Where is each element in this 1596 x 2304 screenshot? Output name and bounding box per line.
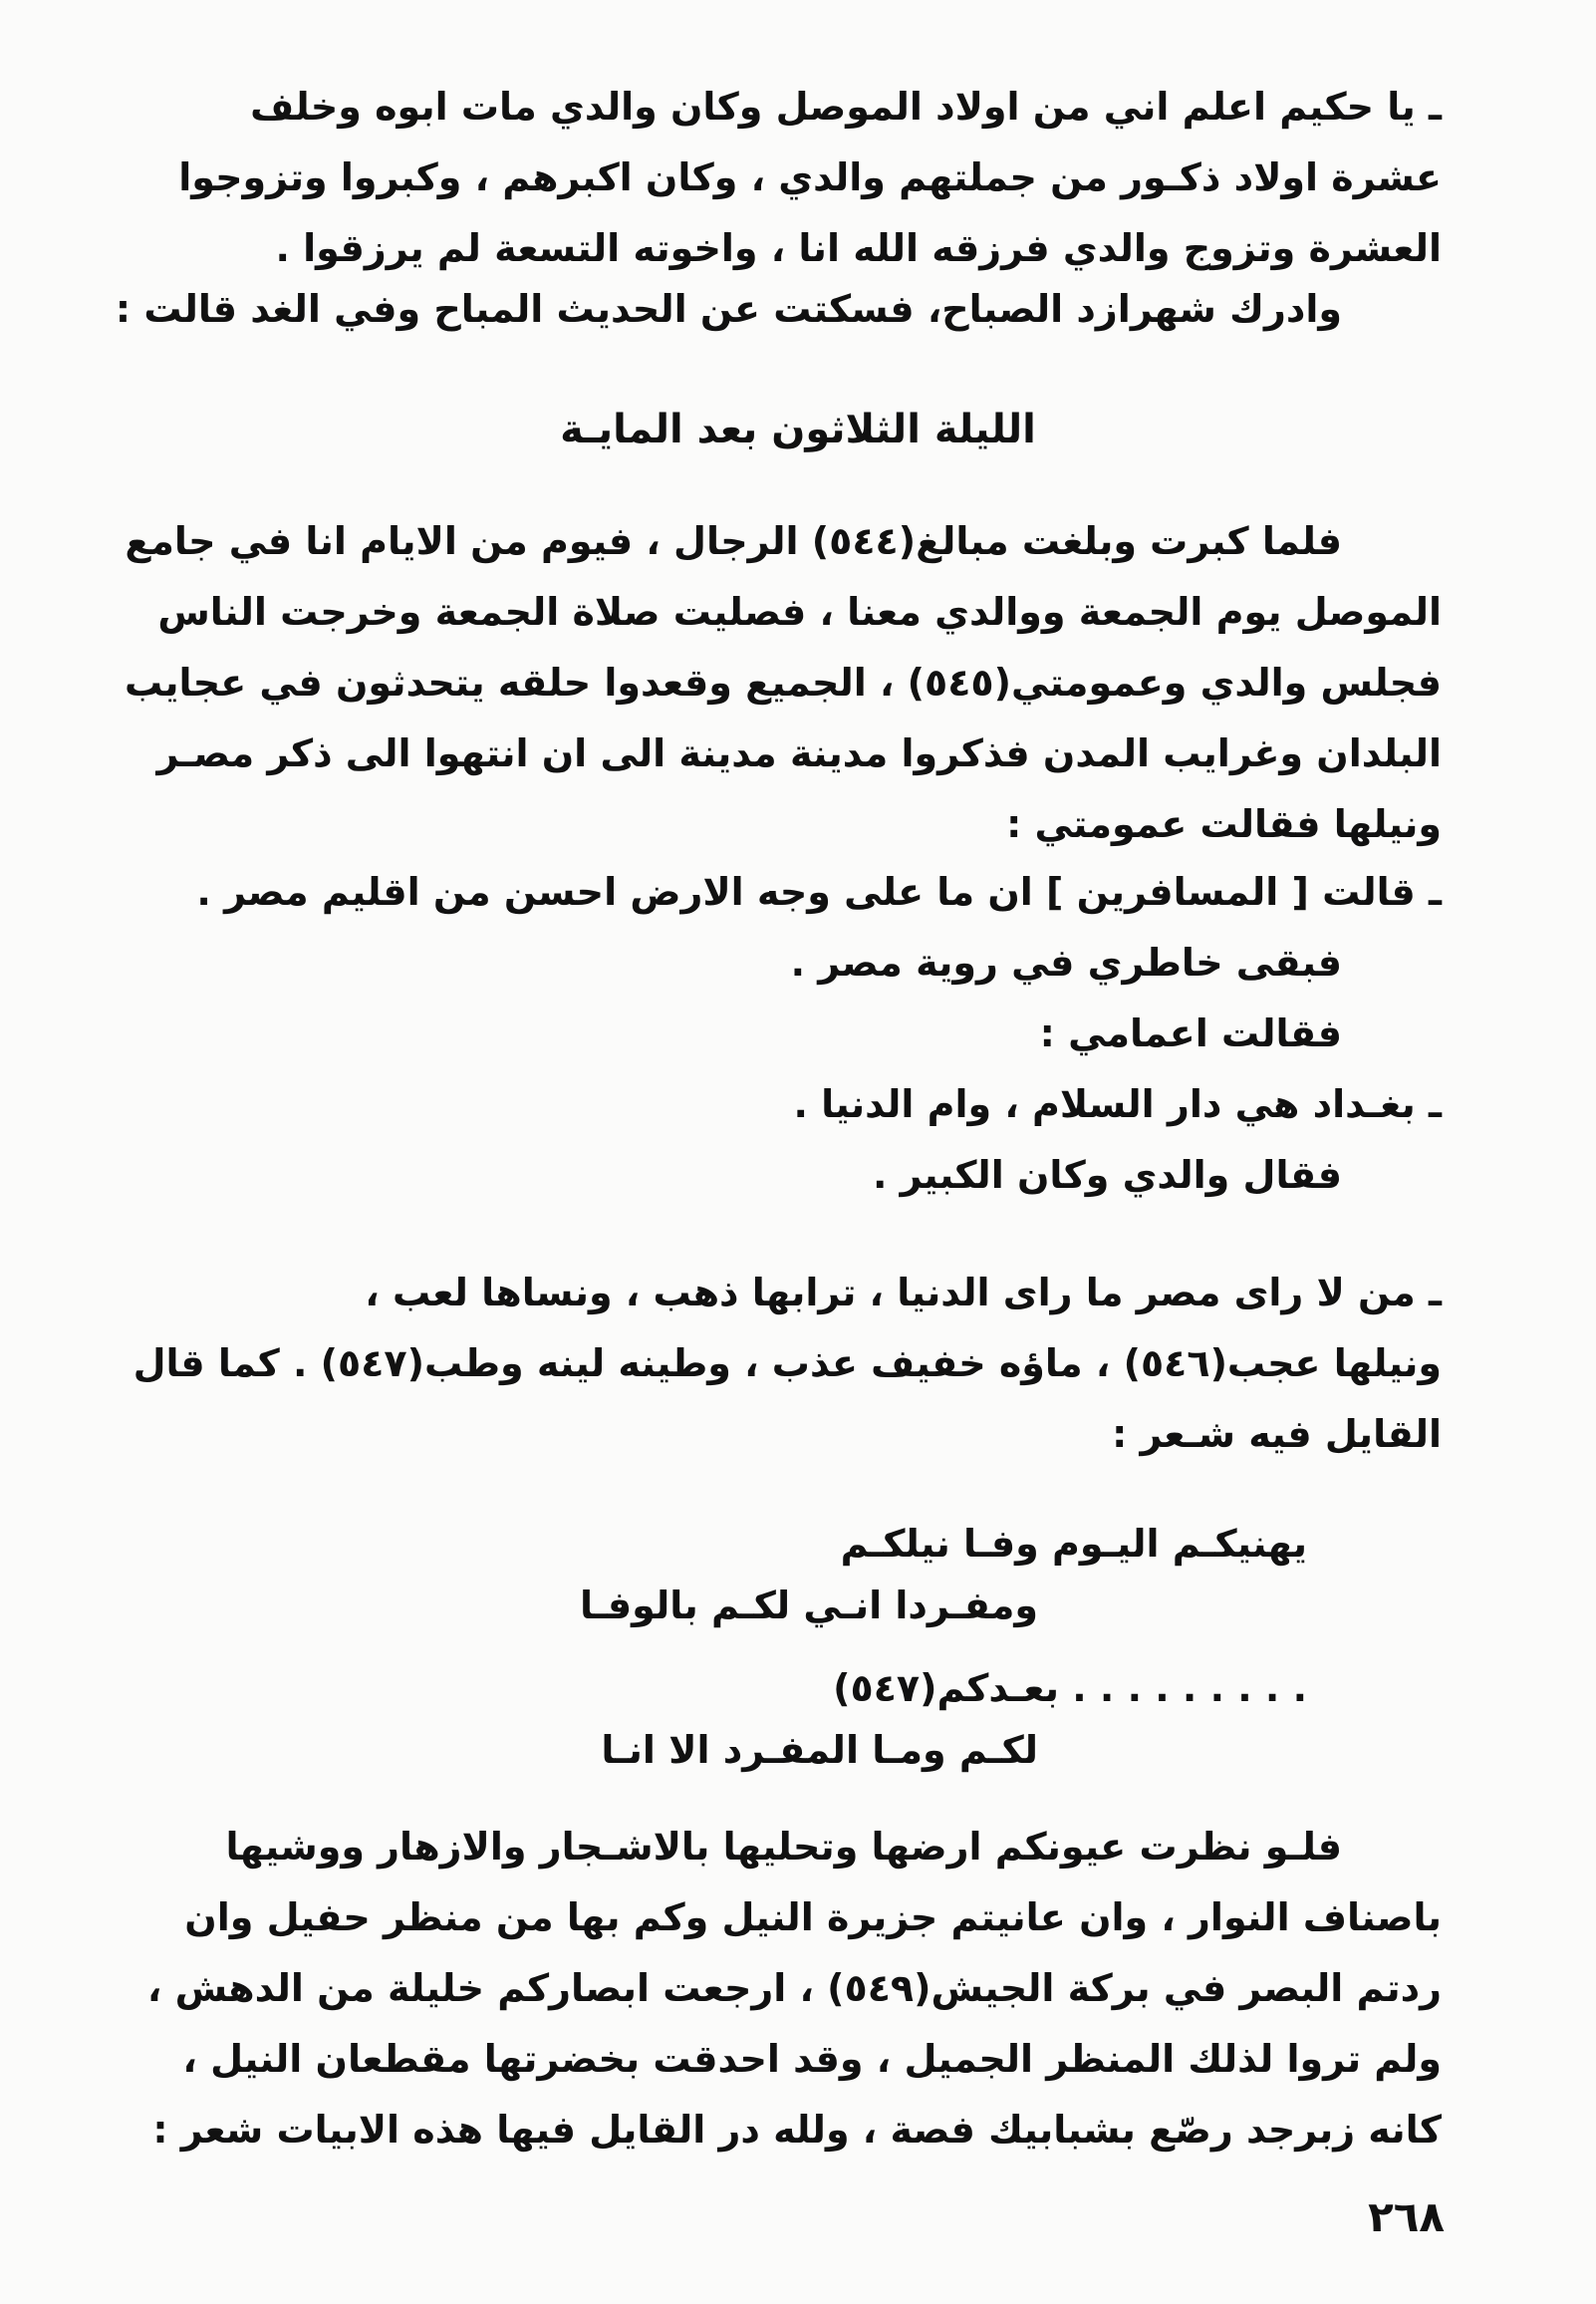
text-line: فجلس والدي وعمومتي(٥٤٥) ، الجميع وقعدوا حلقه يتحدثون في عجايب	[125, 661, 1442, 705]
paragraph-egypt	[133, 1258, 1442, 1470]
text-line: القايل فيه شـعر :	[1112, 1412, 1442, 1456]
text-line: ـ يا حكيم اعلم اني من اولاد الموصل وكان والدي مات ابوه وخلف	[250, 85, 1442, 129]
paragraph-nile	[146, 1812, 1442, 2165]
poem-verse-2a: . . . . . . . . . بعـدكم(٥٤٧)	[833, 1666, 1307, 1710]
page-number: ٢٦٨	[1368, 2192, 1445, 2241]
text-line: العشرة وتزوج والدي فرزقه الله انا ، واخوته التسعة لم يرزقوا .	[275, 226, 1442, 270]
text-line: عشرة اولاد ذكـور من جملتهم والدي ، وكان اكبرهم ، وكبروا وتزوجوا	[178, 155, 1442, 199]
poem-verse-1a: يهنيكـم اليـوم وفـا نيلكـم	[840, 1522, 1307, 1566]
text-line: ونيلها عجب(٥٤٦) ، ماؤه خفيف عذب ، وطينه لينه وطب(٥٤٧) . كما قال	[133, 1341, 1442, 1385]
text-line: الموصل يوم الجمعة ووالدي معنا ، فصليت صلاة الجمعة وخرجت الناس	[157, 590, 1442, 634]
poem-verse-2b: لكـم ومـا المفـرد الا انـا	[601, 1728, 1038, 1772]
text-line: فبقى خاطري في روية مصر .	[790, 941, 1342, 985]
chapter-heading: الليلة الثلاثون بعد المايـة	[560, 407, 1036, 452]
text-line: فقالت اعمامي :	[1039, 1011, 1342, 1055]
text-line: ـ بغـداد هي دار السلام ، وام الدنيا .	[793, 1082, 1442, 1126]
text-line: ونيلها فقالت عمومتي :	[1006, 802, 1442, 846]
text-line: باصناف النوار ، وان عانيتم جزيرة النيل وكم بها من منظر حفيل وان	[184, 1895, 1442, 1939]
paragraph-dawn	[115, 274, 1442, 345]
text-line: كانه زبرجد رصّع بشبابيك فصة ، ولله در القايل فيها هذه الابيات شعر :	[152, 2108, 1442, 2152]
text-line: ردتم البصر في بركة الجيش(٥٤٩) ، ارجعت ابصاركم خليلة من الدهش ،	[146, 1966, 1442, 2010]
text-line: فلـو نظرت عيونكم ارضها وتحليها بالاشـجار والازهار ووشيها	[225, 1825, 1342, 1869]
paragraph-intro	[146, 72, 1442, 284]
text-line: ولم تروا لذلك المنظر الجميل ، وقد احدقت بخضرتها مقطعان النيل ،	[182, 2037, 1442, 2081]
text-line: ـ من لا راى مصر ما راى الدنيا ، ترابها ذهب ، ونساها لعب ،	[365, 1271, 1442, 1314]
text-line: ـ قالت [ المسافرين ] ان ما على وجه الارض احسن من اقليم مصر .	[196, 870, 1442, 914]
paragraph-dialogue	[146, 857, 1442, 1211]
paragraph-story	[125, 506, 1442, 860]
text-line: فقال والدي وكان الكبير .	[873, 1153, 1342, 1197]
poem-verse-1b: ومفـردا انـي لكـم بالوفـا	[580, 1584, 1038, 1627]
text-line: فلما كبرت وبلغت مبالغ(٥٤٤) الرجال ، فيوم من الايام انا في جامع	[125, 519, 1342, 563]
text-line: وادرك شهرازد الصباح، فسكتت عن الحديث المباح وفي الغد قالت :	[115, 287, 1342, 331]
text-line: البلدان وغرايب المدن فذكروا مدينة مدينة الى ان انتهوا الى ذكر مصـر	[156, 731, 1442, 775]
